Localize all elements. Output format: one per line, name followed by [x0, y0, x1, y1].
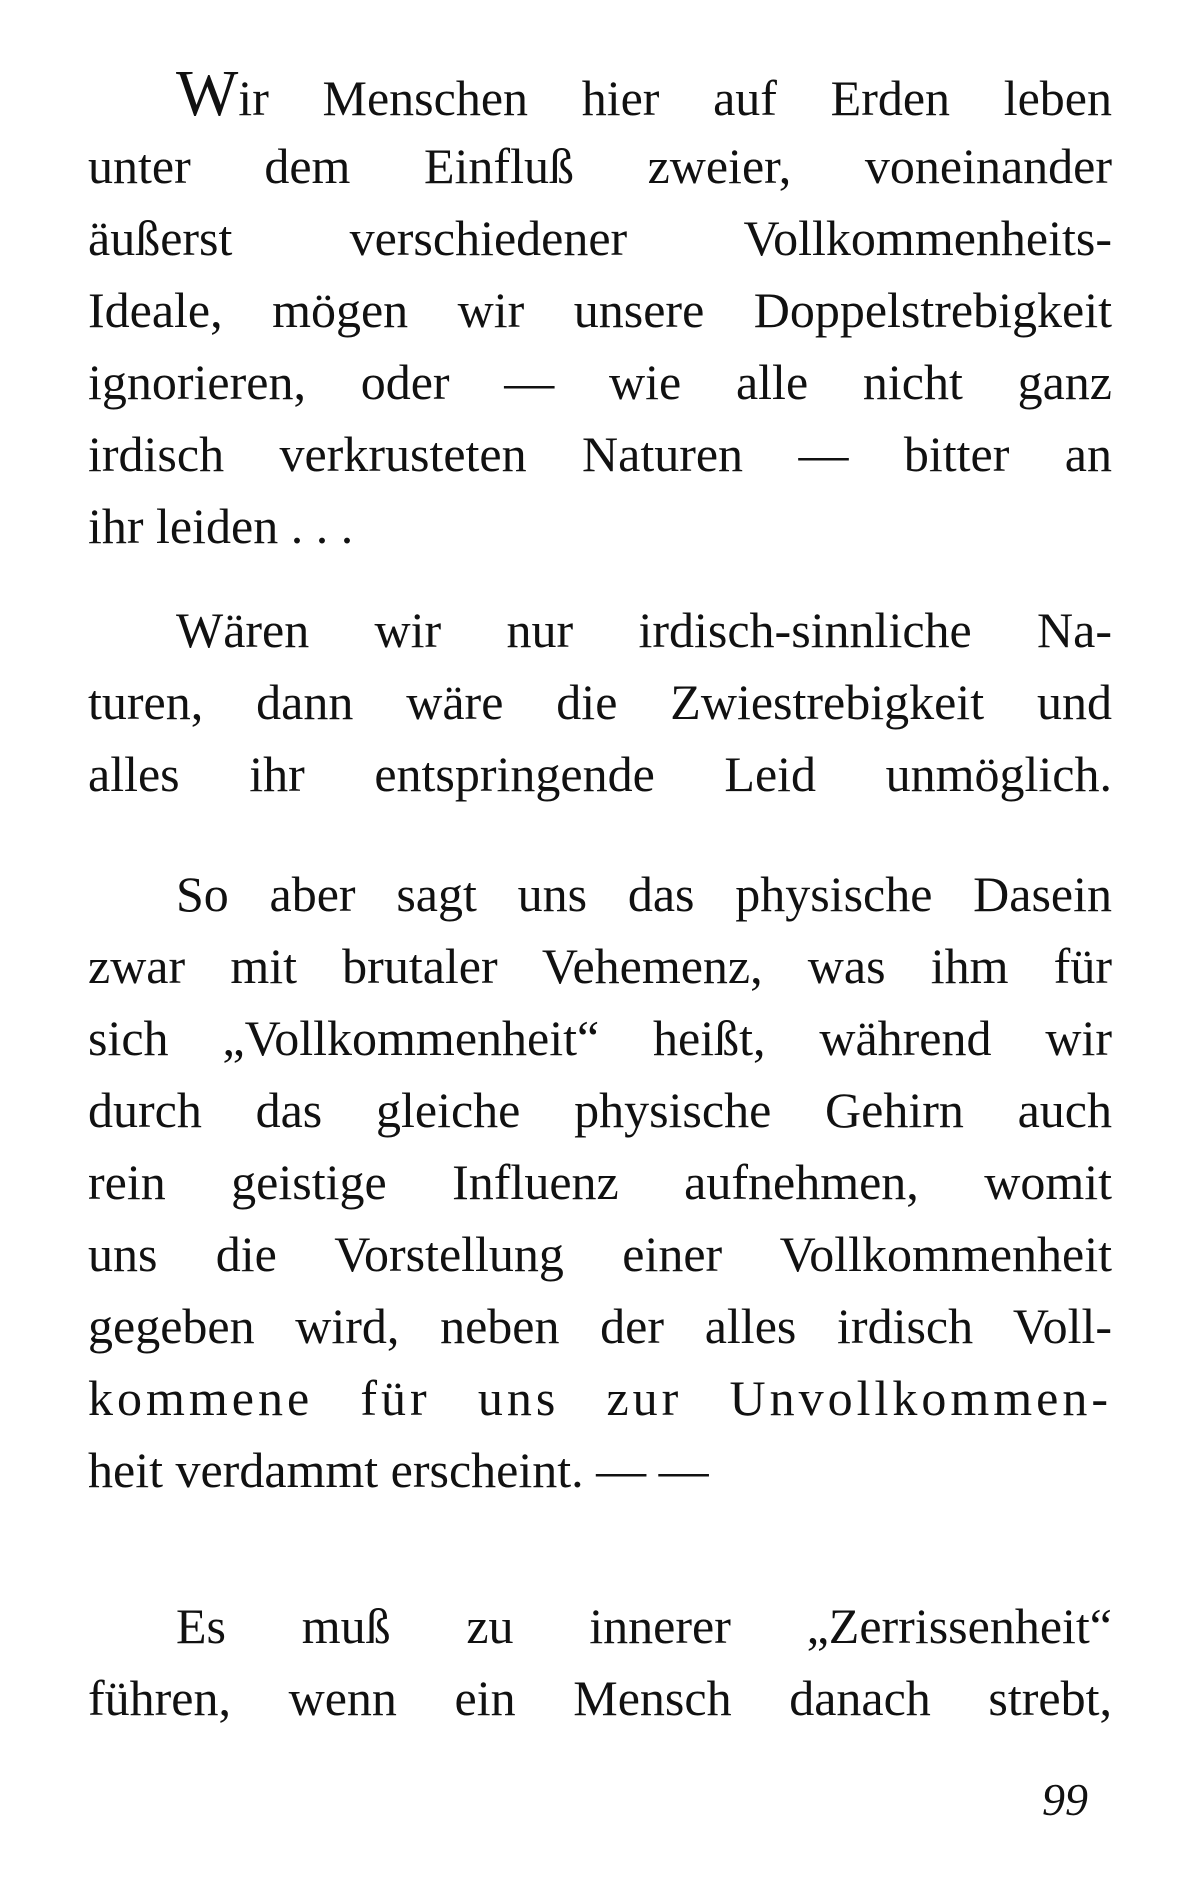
text-line: unter dem Einfluß zweier, voneinander: [88, 138, 1112, 194]
text-line: alles ihr entspringende Leid unmöglich.: [88, 746, 1112, 802]
paragraph-4: [88, 1590, 1112, 1734]
paragraph-3: [88, 858, 1112, 1506]
text-line: turen, dann wäre die Zwiestrebigkeit und: [88, 674, 1112, 730]
text-line: heit verdammt erscheint. — —: [88, 1442, 709, 1498]
text-line: ihr leiden . . .: [88, 498, 354, 554]
text-line: sich „Vollkommenheit“ heißt, während wir: [88, 1010, 1112, 1066]
text-line: rein geistige Influenz aufnehmen, womit: [88, 1154, 1112, 1210]
text-line: uns die Vorstellung einer Vollkommenheit: [88, 1226, 1112, 1282]
paragraph-1: [88, 58, 1112, 562]
text-line: Ideale, mögen wir unsere Doppelstrebigkeit: [88, 282, 1112, 338]
paragraph-2: [88, 594, 1112, 810]
text-line: äußerst verschiedener Vollkommenheits-: [88, 210, 1112, 266]
text-line: ignorieren, oder — wie alle nicht ganz: [88, 354, 1112, 410]
text-line: irdisch verkrusteten Naturen — bitter an: [88, 426, 1112, 482]
text-line: durch das gleiche physische Gehirn auch: [88, 1082, 1112, 1138]
text-line: So aber sagt uns das physische Dasein: [176, 866, 1112, 922]
text-line: zwar mit brutaler Vehemenz, was ihm für: [88, 938, 1112, 994]
text-line: Wären wir nur irdisch-sinnliche Na-: [176, 602, 1112, 658]
text-line: kommene für uns zur Unvollkommen-: [88, 1370, 1112, 1426]
page-number: 99: [1042, 1774, 1088, 1825]
text-line: gegeben wird, neben der alles irdisch Voll-: [88, 1298, 1112, 1354]
text-line: führen, wenn ein Mensch danach strebt,: [88, 1670, 1112, 1726]
text-line: Es muß zu innerer „Zerrissenheit“: [176, 1598, 1112, 1654]
text-line: Wir Menschen hier auf Erden leben: [176, 57, 1112, 130]
